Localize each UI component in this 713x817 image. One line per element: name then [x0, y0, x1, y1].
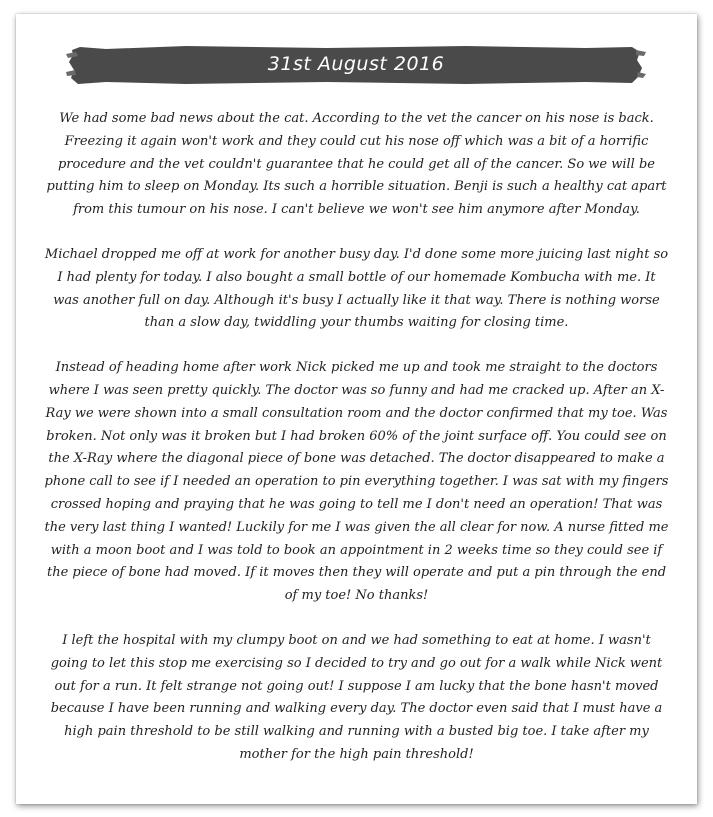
paragraph: Michael dropped me off at work for another busy day. I'd done some more juicing last night so I had plenty for today. I also bought a small bottle of our homemade Kombucha with me. It was another full on day. Although it's busy I actually like it that way. There is nothing worse than a slow day, twiddling your thumbs waiting for closing time. — [44, 246, 669, 331]
paragraph: We had some bad news about the cat. According to the vet the cancer on his nose is back. Freezing it again won't work and they could cut his nose off which was a bit of a horrific procedure and the vet couldn't guarantee that he could get all of the cancer. So we will be putting him to sleep on Monday. Its such a horrible situation. Benji is such a healthy cat apart from this tumour on his nose. I can't believe we won't see him anymore after Monday. — [46, 111, 667, 218]
date-heading: 31st August 2016 — [267, 53, 445, 75]
journal-page — [16, 14, 697, 804]
paragraph: I left the hospital with my clumpy boot on and we had something to eat at home. I wasn't going to let this stop me exercising so I decided to try and go out for a walk while Nick went out for a run. It felt strange not going out! I suppose I am lucky that the bone hasn't moved because I have been running and walking every day. The doctor even said that I must have a high pain threshold to be still walking and running with a busted big toe. I take after my mother for the high pain threshold! — [50, 632, 663, 762]
paragraph: Instead of heading home after work Nick picked me up and took me straight to the doctors where I was seen pretty quickly. The doctor was so funny and had me cracked up. After an X-Ray we were shown into a small consultation room and the doctor confirmed that my toe. Was broken. Not only was it broken but I had broken 60% of the joint surface off. You could see on the X-Ray where the diagonal piece of bone was detached. The doctor disappeared to make a phone call to see if I needed an operation to pin everything together. I was sat with my fingers crossed hoping and praying that he was going to tell me I don't need an operation! That was the very last thing I wanted! Luckily for me I was given the all clear for now. A nurse fitted me with a moon boot and I was told to book an appointment in 2 weeks time so they could see if the piece of bone had moved. If it moves then they will operate and put a pin through the end of my toe! No thanks! — [44, 360, 669, 604]
journal-body — [44, 108, 669, 789]
date-banner — [66, 44, 646, 86]
